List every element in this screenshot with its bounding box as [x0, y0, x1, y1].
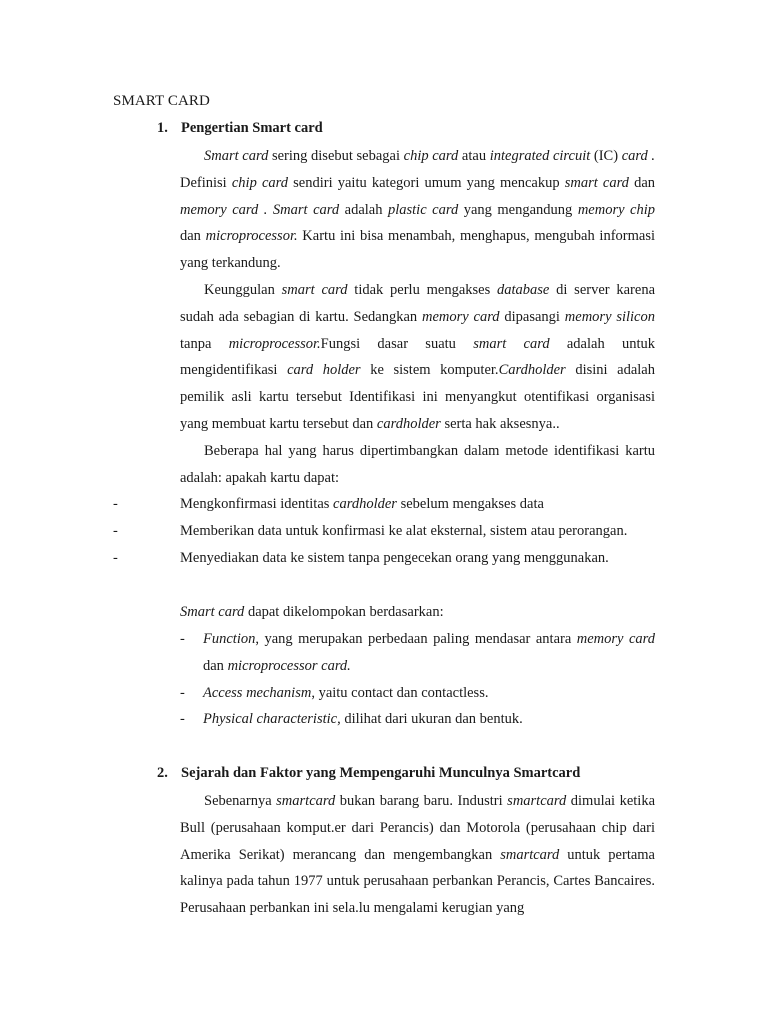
dash-list-item-text: Memberikan data untuk konfirmasi ke alat eksternal, sistem atau perorangan. [180, 523, 628, 539]
dash-bullet: - [180, 631, 185, 647]
section-2-heading [157, 765, 580, 782]
section-1-number: 1. [157, 120, 168, 136]
dash-bullet: - [180, 684, 185, 701]
classification-item-text: Physical characteristic, dilihat dari ukuran dan bentuk. [203, 711, 523, 728]
section-1-heading [157, 120, 323, 137]
section-1-title: Pengertian Smart card [181, 120, 323, 136]
section-2-number: 2. [157, 765, 168, 781]
classification-item-text: Access mechanism, yaitu contact dan contactless. [203, 684, 489, 701]
classification-item-text: Function, yang merupakan perbedaan paling mendasar antara memory card dan microprocessor card. [203, 631, 655, 674]
section-1-paragraph-1: Smart card sering disebut sebagai chip card atau integrated circuit (IC) card . Definisi chip card sendiri yaitu kategori umum yang mencakup smart card dan memory card . Smart card adalah plastic card yang mengandung memory chip dan microprocessor. Kartu ini bisa menambah, menghapus, mengubah informasi yang terkandung. [180, 148, 656, 272]
classification-list [180, 626, 655, 733]
dash-list-item-text: Menyediakan data ke sistem tanpa pengecekan orang yang menggunakan. [180, 550, 609, 566]
section-2-paragraph-1: Sebenarnya smartcard bukan barang baru. Industri smartcard dimulai ketika Bull (perusahaan komput.er dari Perancis) dan Motorola (perusahaan chip dari Amerika Serikat) merancang dan mengembangkan smartcard untuk pertama kalinya pada tahun 1977 untuk perusahaan perbankan Perancis, Cartes Bancaires. Perusahaan perbankan ini sela.lu mengalami kerugian yang [180, 793, 655, 917]
dash-list-item-text: Mengkonfirmasi identitas cardholder sebelum mengakses data [180, 496, 544, 512]
dash-bullet: - [180, 711, 185, 728]
section-1-paragraph-3: Beberapa hal yang harus dipertimbangkan dalam metode identifikasi kartu adalah: apakah kartu dapat: [180, 443, 655, 486]
dash-bullet: - [113, 523, 118, 539]
dash-list-item [113, 491, 658, 517]
dash-list-item [113, 518, 658, 544]
section-2-title: Sejarah dan Faktor yang Mempengaruhi Munculnya Smartcard [181, 765, 581, 781]
classification-item [180, 680, 655, 707]
section-1-paragraph-2: Keunggulan smart card tidak perlu mengakses database di server karena sudah ada sebagian di kartu. Sedangkan memory card dipasangi memory silicon tanpa microprocessor.Fungsi dasar suatu smart card adalah untuk mengidentifikasi card holder ke sistem komputer.Cardholder disini adalah pemilik asli kartu tersebut Identifikasi ini menyangkut otentifikasi organisasi yang membuat kartu tersebut dan cardholder serta hak aksesnya.. [180, 282, 656, 432]
dash-bullet: - [113, 496, 118, 512]
document-title: SMART CARD [113, 93, 210, 109]
classification-item [180, 626, 655, 680]
classification-item [180, 706, 655, 733]
section-1-paragraph-4: Smart card dapat dikelompokan berdasarkan: [180, 604, 444, 620]
dash-list-item [113, 545, 658, 571]
dash-bullet: - [113, 550, 118, 566]
